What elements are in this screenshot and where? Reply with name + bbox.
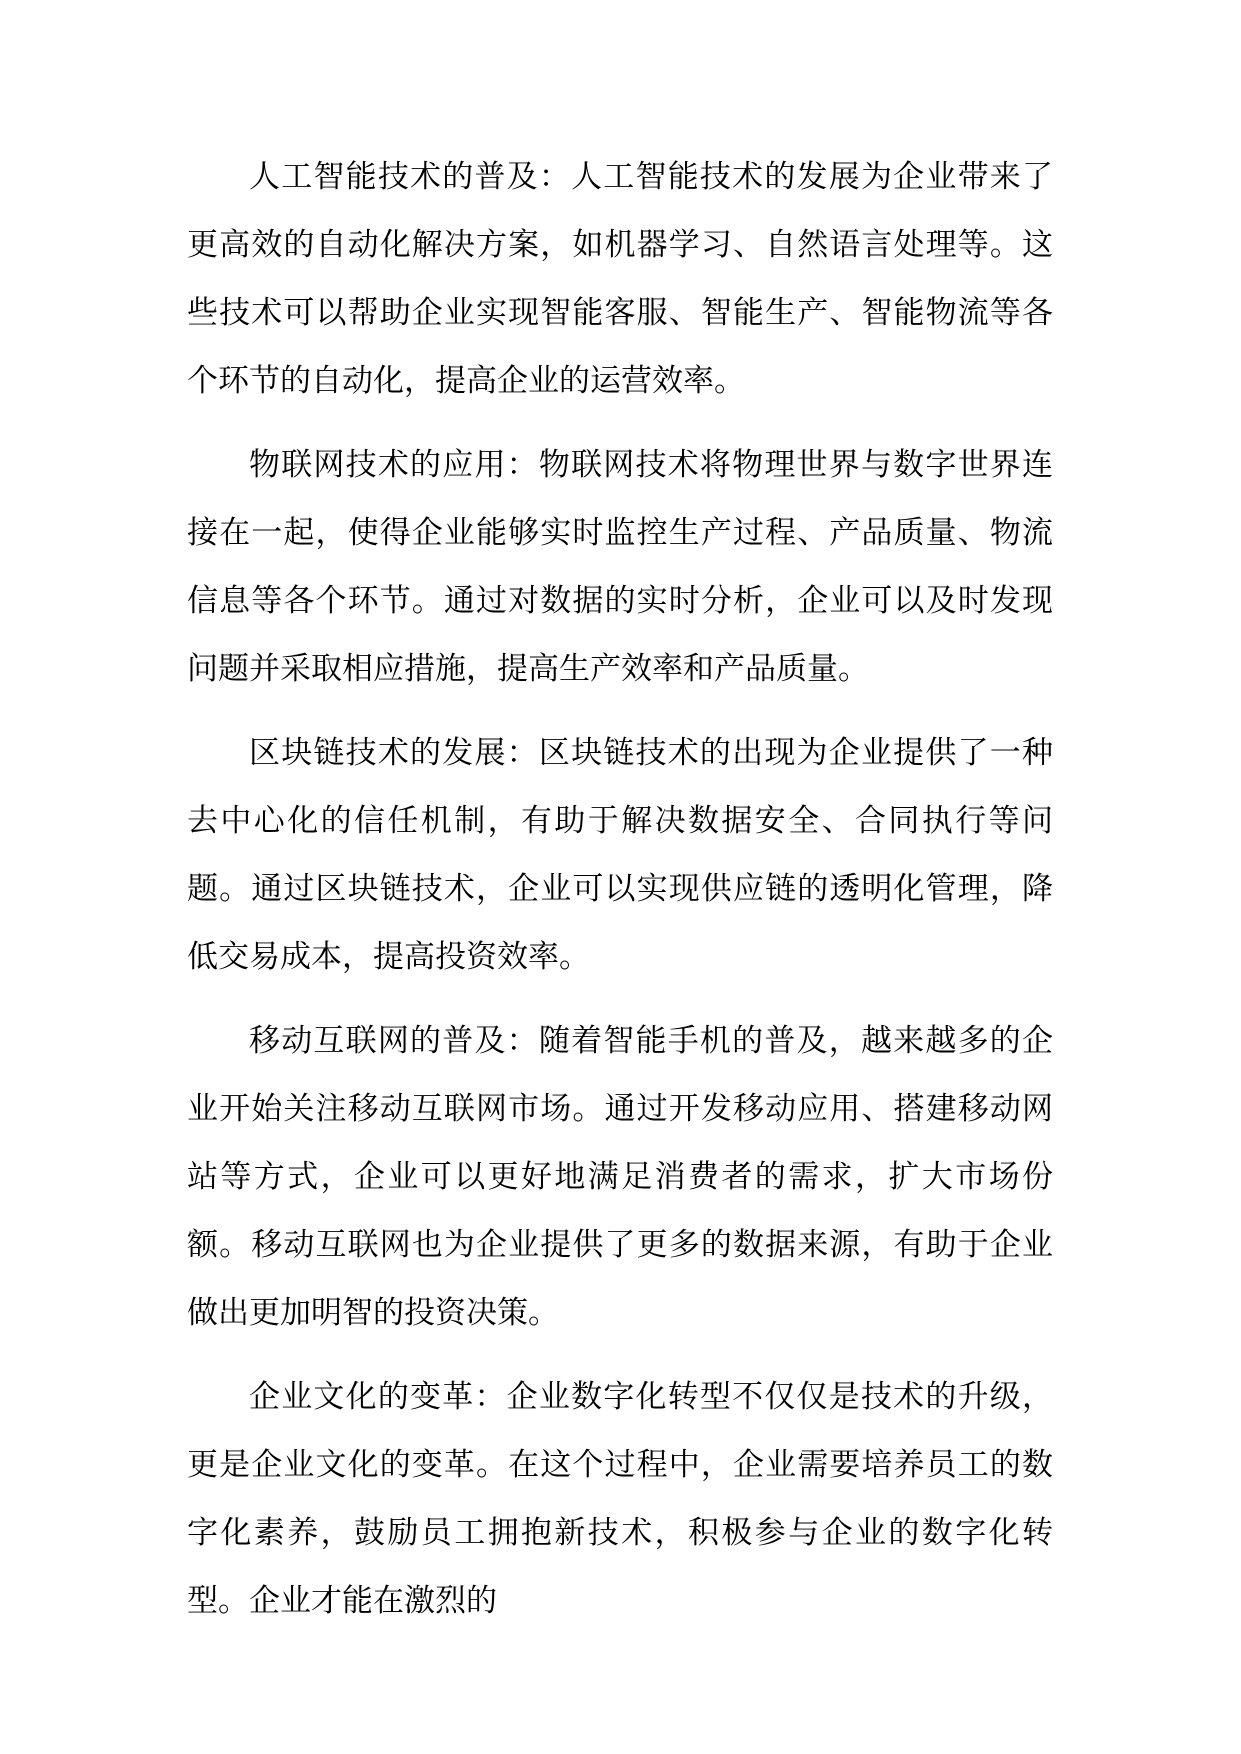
paragraph-ai-technology: 人工智能技术的普及：人工智能技术的发展为企业带来了更高效的自动化解决方案，如机器学习、自然语言处理等。这些技术可以帮助企业实现智能客服、智能生产、智能物流等各个环节的自动化，提高企业的运营效率。 [187, 159, 1053, 399]
paragraph-corporate-culture: 企业文化的变革：企业数字化转型不仅仅是技术的升级，更是企业文化的变革。在这个过程中，企业需要培养员工的数字化素养，鼓励员工拥抱新技术，积极参与企业的数字化转型。企业才能在激烈的 [187, 1379, 1053, 1619]
paragraph-blockchain-technology: 区块链技术的发展：区块链技术的出现为企业提供了一种去中心化的信任机制，有助于解决数据安全、合同执行等问题。通过区块链技术，企业可以实现供应链的透明化管理，降低交易成本，提高投资效率。 [187, 735, 1053, 975]
paragraph-iot-technology: 物联网技术的应用：物联网技术将物理世界与数字世界连接在一起，使得企业能够实时监控生产过程、产品质量、物流信息等各个环节。通过对数据的实时分析，企业可以及时发现问题并采取相应措施，提高生产效率和产品质量。 [187, 447, 1053, 687]
document-body [187, 143, 1053, 1635]
paragraph-mobile-internet: 移动互联网的普及：随着智能手机的普及，越来越多的企业开始关注移动互联网市场。通过开发移动应用、搭建移动网站等方式，企业可以更好地满足消费者的需求，扩大市场份额。移动互联网也为企业提供了更多的数据来源，有助于企业做出更加明智的投资决策。 [187, 1023, 1053, 1331]
